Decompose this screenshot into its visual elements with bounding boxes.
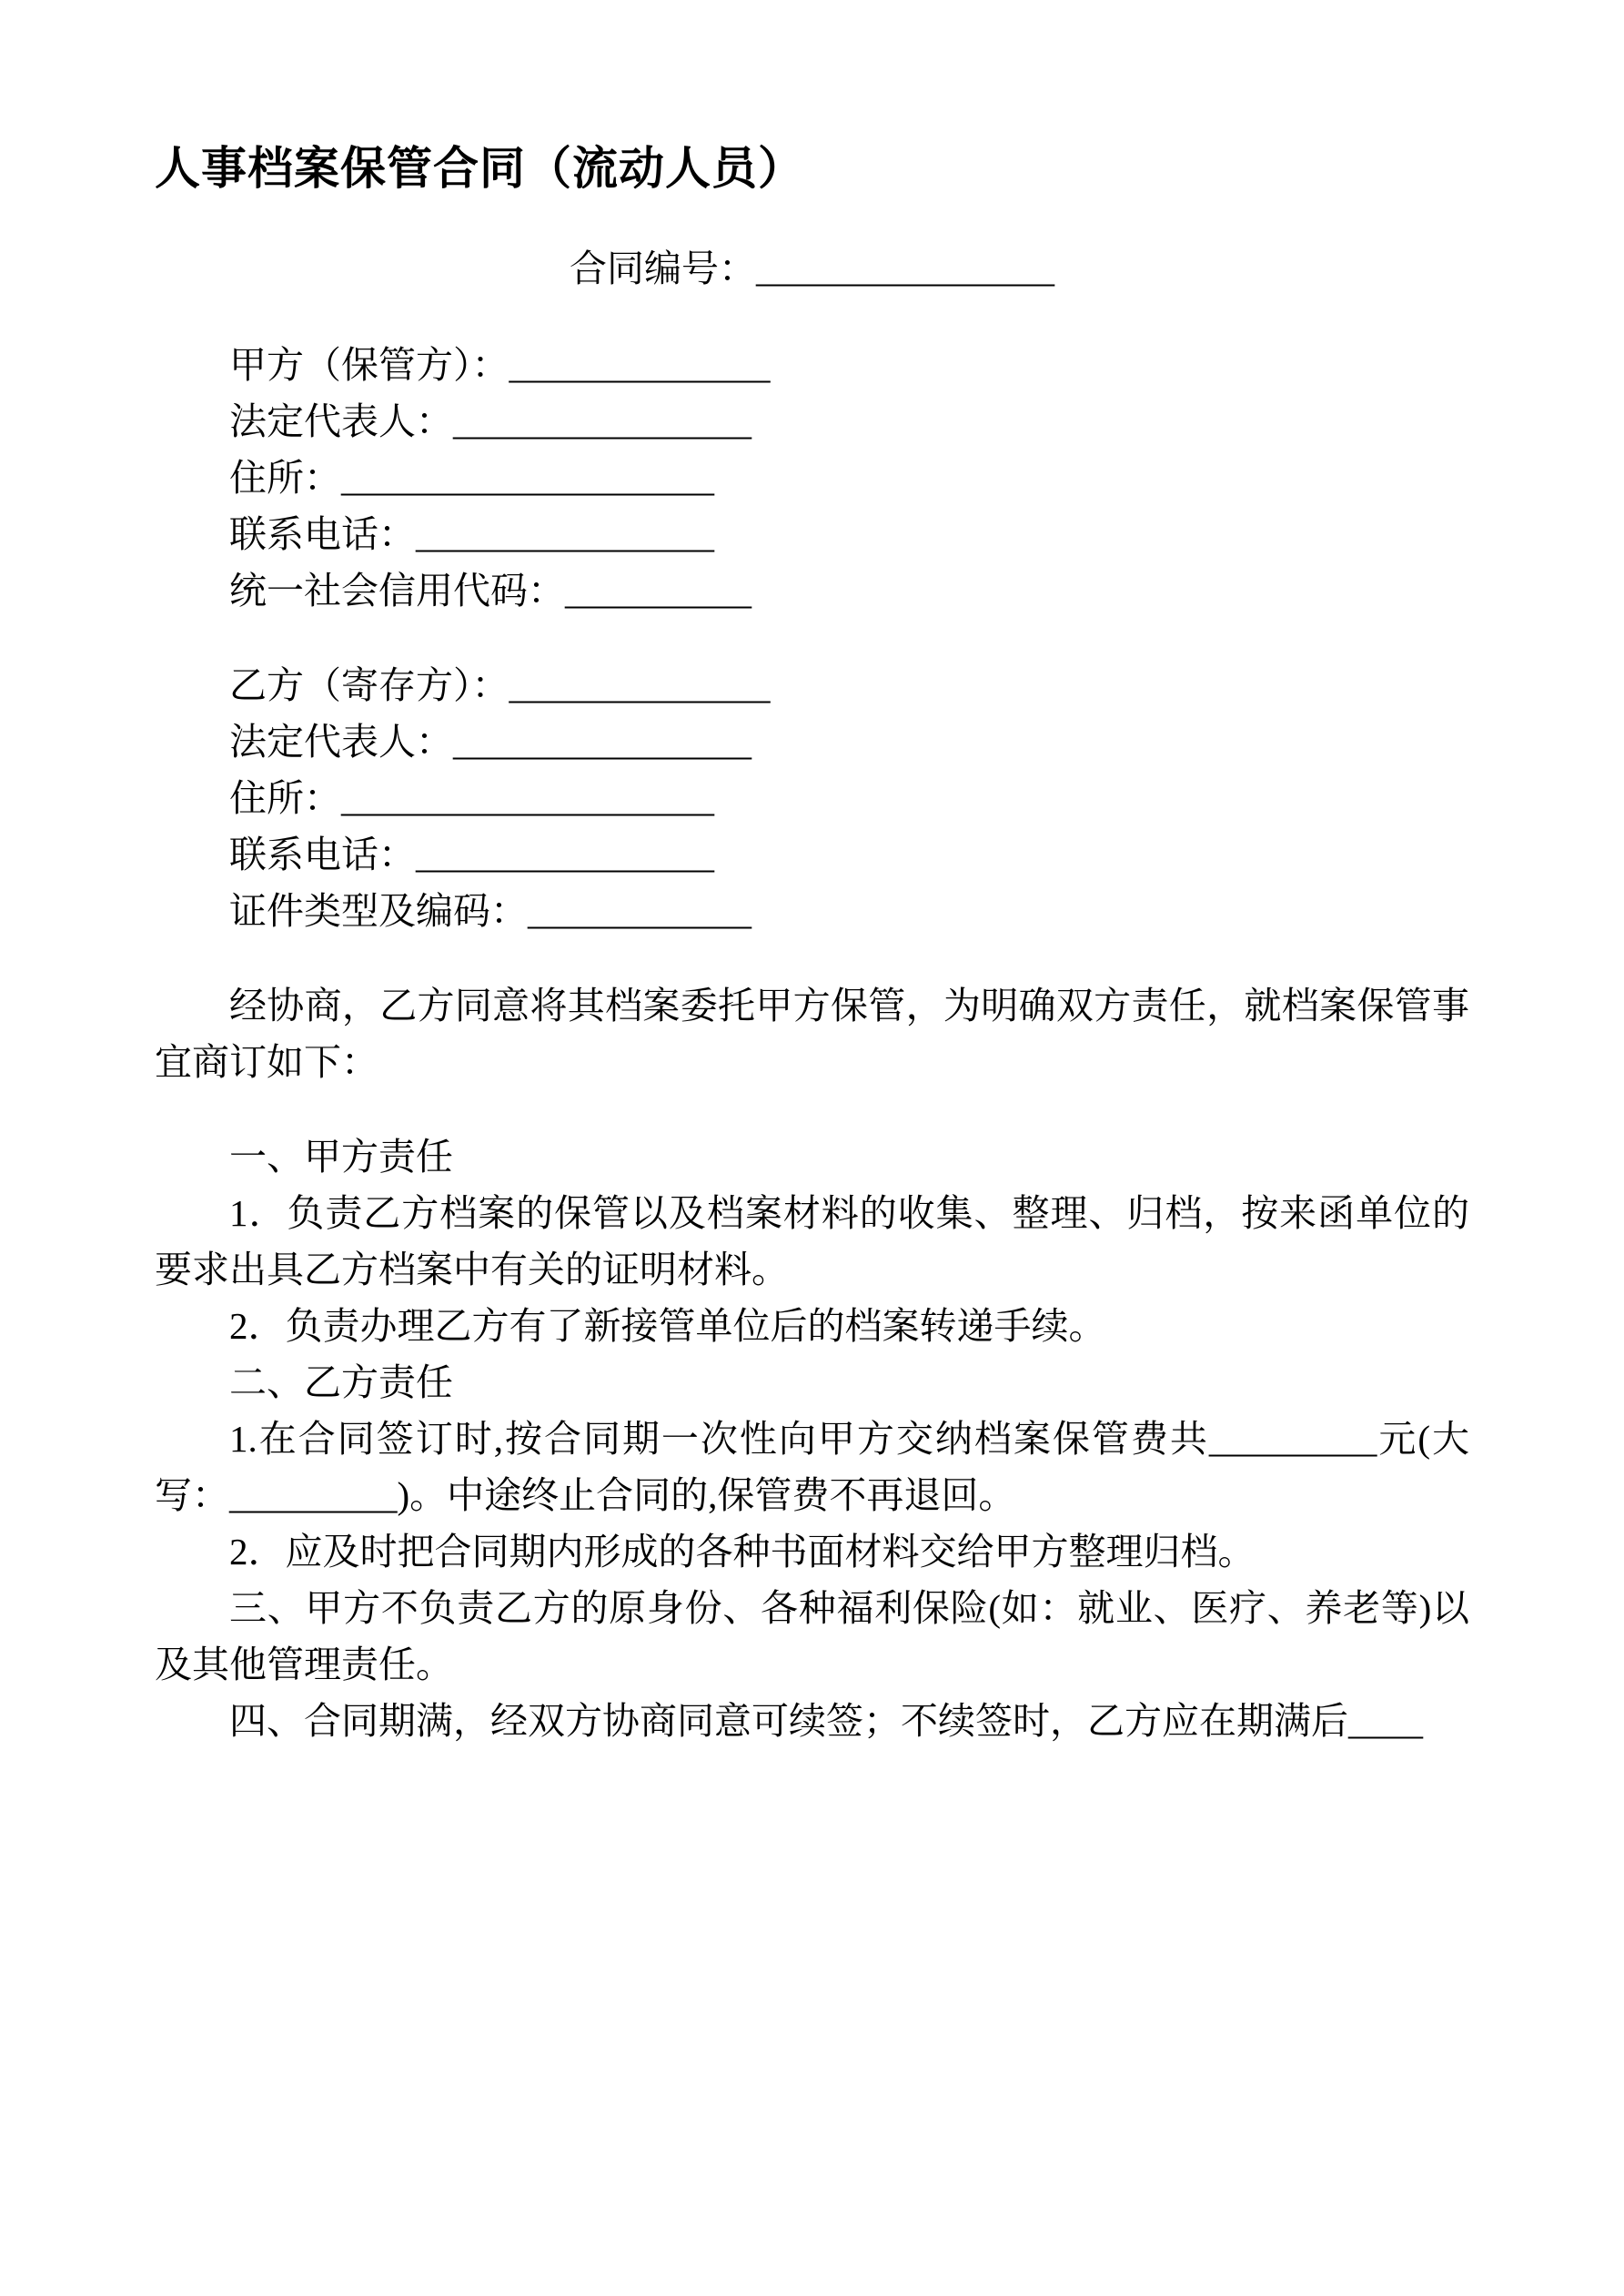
clause-four: 四、合同期满，经双方协商同意可续签；不续签时，乙方应在期满后____ [229, 1700, 1423, 1742]
party-a-credit-code-line [155, 562, 1469, 619]
party-b-legal-rep-label: 法定代表人： [229, 721, 453, 763]
party-b-name-label: 乙方（寄存方）： [229, 664, 509, 706]
party-b-legal-rep-line [155, 713, 1469, 770]
party-b-id-type-blank: ____________ [528, 890, 751, 932]
party-b-phone-label: 联系电话： [229, 834, 416, 875]
party-a-legal-rep-label: 法定代表人： [229, 400, 453, 442]
party-a-credit-code-label: 统一社会信用代码： [229, 570, 565, 612]
party-a-legal-rep-blank: ________________ [453, 400, 751, 442]
party-b-name-blank: ______________ [509, 664, 771, 706]
party-a-address-label: 住所： [229, 457, 341, 499]
party-a-name-line [155, 337, 1469, 393]
party-b-id-type-label: 证件类型及编码： [229, 890, 528, 932]
party-b-legal-rep-blank: ________________ [453, 721, 751, 763]
clause-party-b-item-2: 2．应及时把合同期内形成的各种书面材料交给甲方整理归档。 [229, 1531, 1256, 1573]
party-a-address-blank: ____________________ [341, 457, 714, 499]
party-a-legal-rep-line [155, 393, 1469, 450]
contract-number-label: 合同编号： [570, 248, 756, 289]
clause-party-a-item-1: 1．负责乙方档案的保管以及档案材料的收集、整理、归档，按来函单位的要求出具乙方档案中有关的证明材料。 [155, 1192, 1469, 1290]
party-b-id-type-line [155, 883, 1469, 939]
intro-paragraph: 经协商，乙方同意将其档案委托甲方保管，为明确双方责任，就档案保管事宜商订如下： [155, 985, 1469, 1083]
party-a-name-blank: ______________ [509, 344, 771, 386]
party-a-credit-code-blank: __________ [565, 570, 751, 612]
party-b-phone-line [155, 826, 1469, 883]
party-a-address-line [155, 450, 1469, 506]
party-a-phone-label: 联系电话： [229, 513, 416, 555]
clause-three: 三、甲方不负责乙方的原身份、各种福利保险(如：就业、医疗、养老等)以及其他管理责任。 [155, 1587, 1469, 1685]
party-a-block [155, 337, 1469, 619]
clause-party-b-item-1: 1.在合同签订时,按合同期一次性向甲方交纳档案保管费共_________元(大写：_________)。中途终止合同的,保管费不再退回。 [155, 1418, 1469, 1516]
party-b-address-line [155, 770, 1469, 826]
party-a-phone-line [155, 506, 1469, 562]
section-heading-party-a-duty: 一、甲方责任 [229, 1136, 453, 1178]
clause-party-a-item-2: 2．负责办理乙方有了新接管单位后的档案转递手续。 [229, 1305, 1106, 1347]
party-a-phone-blank: ________________ [416, 513, 714, 555]
document-title: 人事档案保管合同（流动人员） [155, 143, 804, 194]
contract-number-blank: ________________ [756, 248, 1054, 289]
party-b-name-line [155, 657, 1469, 713]
contract-number-line [155, 240, 1469, 297]
clauses-block [155, 1128, 1469, 1749]
party-b-block [155, 657, 1469, 939]
party-a-name-label: 甲方（保管方）： [229, 344, 509, 386]
party-b-phone-blank: ________________ [416, 834, 714, 875]
party-b-address-label: 住所： [229, 777, 341, 819]
party-b-address-blank: ____________________ [341, 777, 714, 819]
section-heading-party-b-duty: 二、乙方责任 [229, 1361, 453, 1403]
